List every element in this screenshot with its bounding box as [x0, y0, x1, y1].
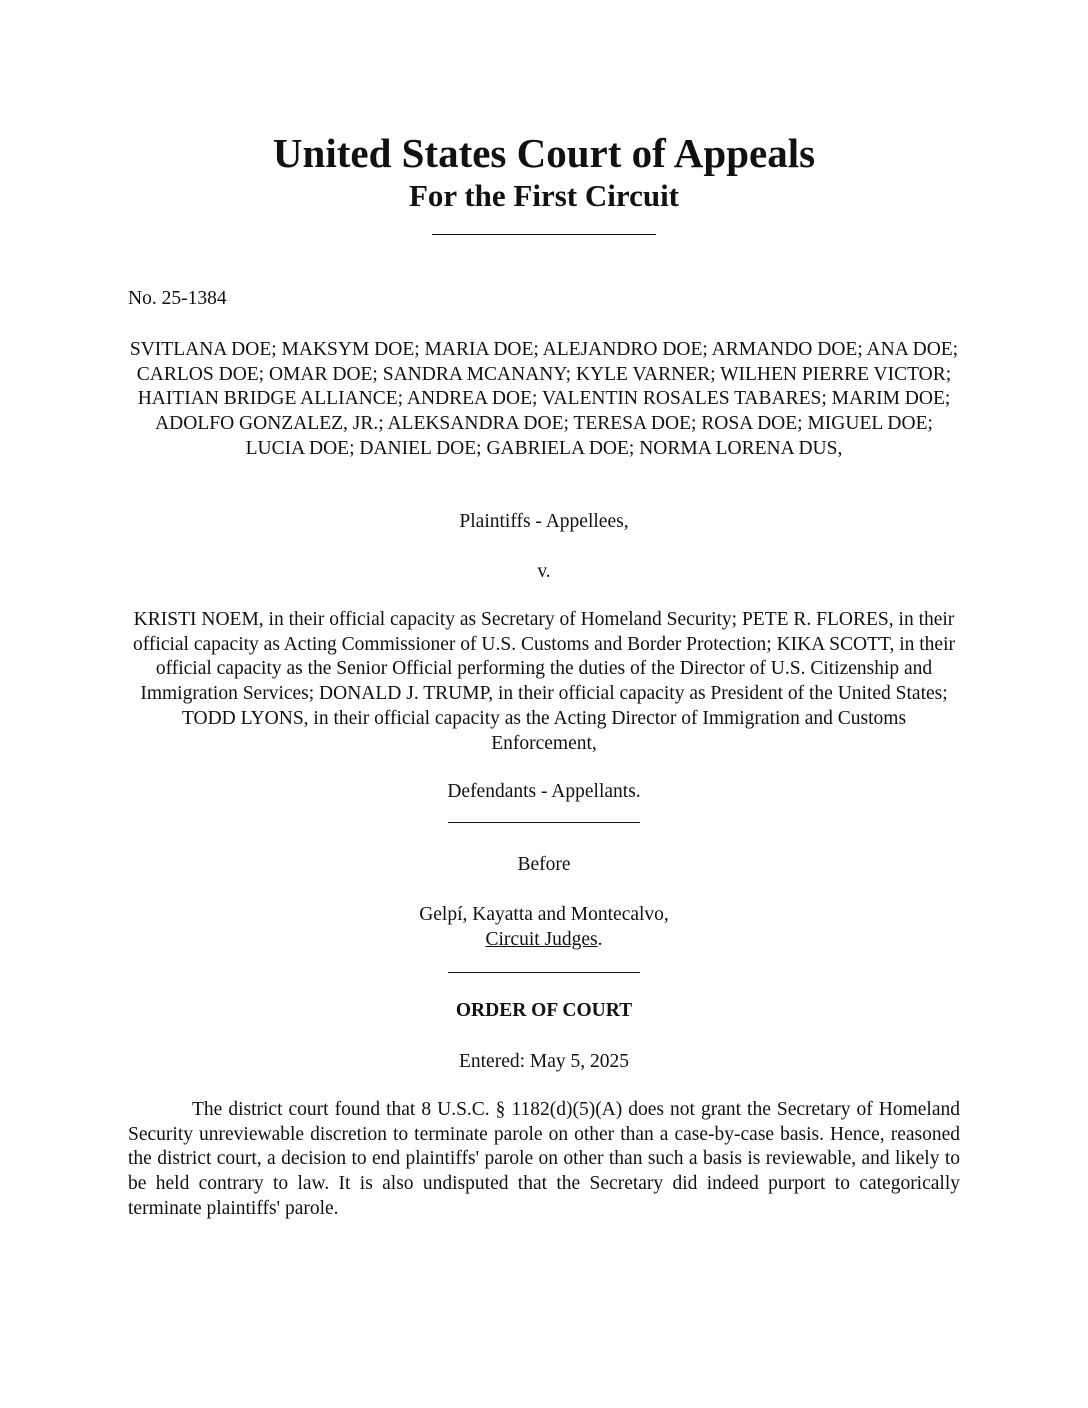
- case-number: No. 25-1384: [128, 288, 227, 309]
- order-paragraph: The district court found that 8 U.S.C. § 1182(d)(5)(A) does not grant the Secretary of Homeland Security unreviewable discretion to terminate parole on other than a case-by-case basis. Hence, reasoned the district court, a decision to end plaintiffs' parole on other than such a basis is reviewable, and likely to be held contrary to law. It is also undisputed that the Secretary did indeed purport to categorically terminate plaintiffs' parole.: [128, 1099, 960, 1219]
- defendants-role: Defendants - Appellants.: [447, 781, 641, 802]
- order-heading: ORDER OF COURT: [455, 1000, 633, 1021]
- plaintiffs-list: SVITLANA DOE; MAKSYM DOE; MARIA DOE; ALEJANDRO DOE; ARMANDO DOE; ANA DOE; CARLOS DOE; OMAR DOE; SANDRA MCANANY; KYLE VARNER; WILHEN PIERRE VICTOR; HAITIAN BRIDGE ALLIANCE; ANDREA DOE; VALENTIN ROSALES TABARES; MARIM DOE; ADOLFO GONZALEZ, JR.; ALEKSANDRA DOE; TERESA DOE; ROSA DOE; MIGUEL DOE; LUCIA DOE; DANIEL DOE; GABRIELA DOE; NORMA LORENA DUS,: [129, 339, 959, 459]
- judges-title-period: .: [597, 929, 603, 950]
- plaintiffs-role: Plaintiffs - Appellees,: [459, 511, 629, 532]
- defendants-list: KRISTI NOEM, in their official capacity as Secretary of Homeland Security; PETE R. FLORES, in their official capacity as Acting Commissioner of U.S. Customs and Border Protection; KIKA SCOTT, in their official capacity as the Senior Official performing the duties of the Director of U.S. Citizenship and Immigration Services; DONALD J. TRUMP, in their official capacity as President of the United States; TODD LYONS, in their official capacity as the Acting Director of Immigration and Customs Enforcement,: [133, 609, 955, 754]
- entered-date: Entered: May 5, 2025: [458, 1051, 630, 1072]
- circuit-subtitle: For the First Circuit: [408, 178, 680, 213]
- before-label: Before: [517, 854, 571, 875]
- judges-title: Circuit Judges: [485, 929, 598, 950]
- caption-divider: [448, 822, 640, 823]
- judges-title-line: [128, 928, 960, 953]
- judges-names: Gelpí, Kayatta and Montecalvo,: [419, 904, 669, 925]
- court-title: United States Court of Appeals: [272, 130, 816, 176]
- panel-divider: [448, 972, 640, 973]
- versus-label: v.: [537, 561, 551, 582]
- header-divider: [432, 234, 656, 235]
